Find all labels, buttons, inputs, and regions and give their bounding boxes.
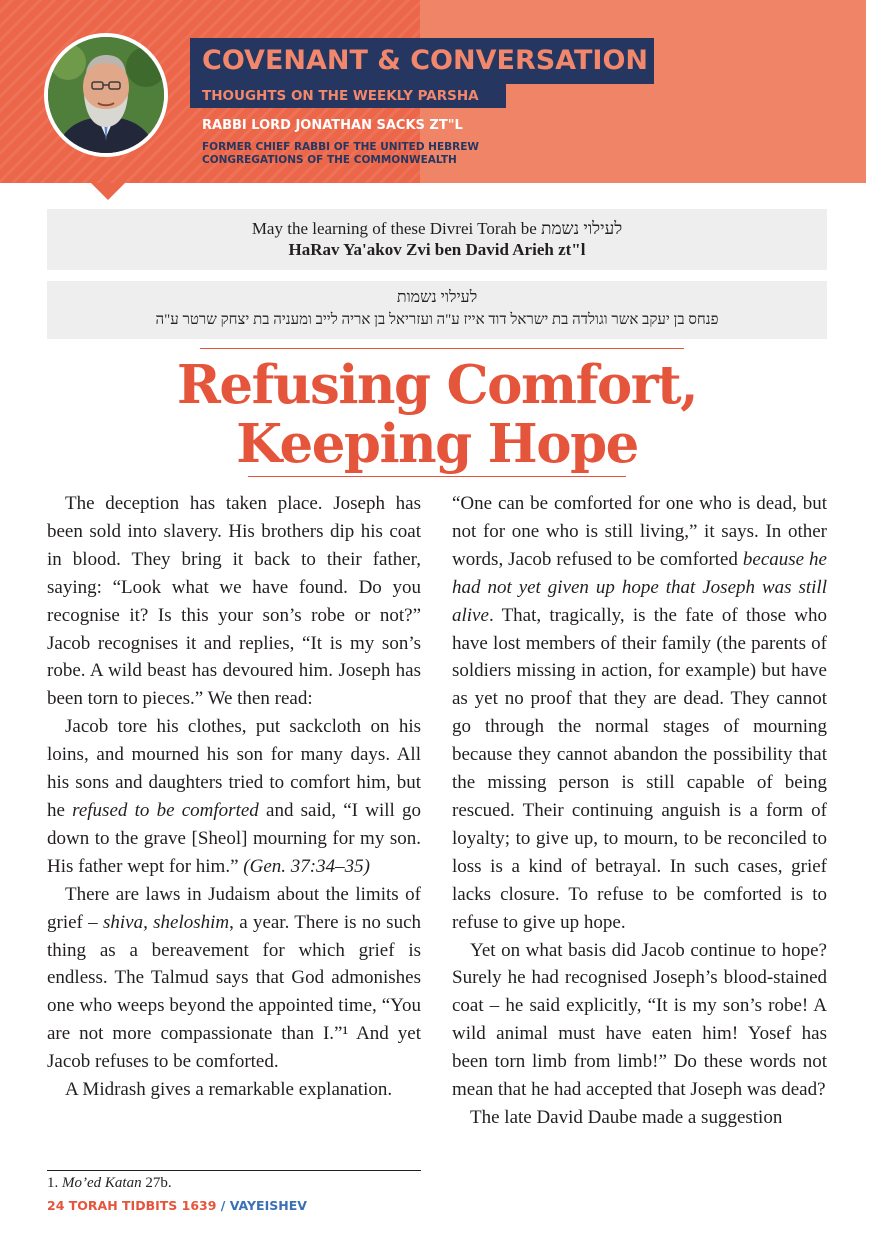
footnote <box>47 1175 172 1192</box>
dedication-hebrew-names: פנחס בן יעקב אשר וגולדה בת ישראל דוד אייז ע"ה ועזריאל בן אריה לייב ומעניה בת יצחק שרטר ע"ה <box>155 312 719 328</box>
footer-parsha: VAYEISHEV <box>229 1198 307 1213</box>
footnote-number: 1. <box>47 1175 62 1191</box>
paragraph <box>452 1104 827 1132</box>
series-title: COVENANT & CONVERSATION <box>190 38 654 84</box>
paragraph-text: and said, “I will go down to the grave [Sheol] mourning for my son. His father wept for him.” <box>47 799 421 877</box>
paragraph-text: The deception has taken place. Joseph has been sold into slavery. His brothers dip his coat in blood. They bring it back to their father, saying: “Look what we have found. Do you recognise it? Is this your son’s robe or not?” Jacob recognises it and replies, “It is my son’s robe. A wild beast has devoured him. Joseph has been torn to pieces.” We then read: <box>47 493 421 710</box>
footer-separator: / <box>216 1198 230 1213</box>
article-title-line2: Keeping Hope <box>236 413 638 475</box>
series-subtitle: THOUGHTS ON THE WEEKLY PARSHA <box>190 84 506 108</box>
paragraph-text: , a year. There is no such thing as a bereavement for which grief is endless. The Talmud says that God admonishes one who weeps beyond the appointed time, “You are not more compassionate than I.”¹ And yet Jacob refuses to be comforted. <box>47 911 422 1073</box>
citation: (Gen. 37:34–35) <box>243 855 370 877</box>
footnote-rule <box>47 1170 421 1171</box>
title-rule-bottom <box>248 476 626 477</box>
page-footer <box>47 1198 307 1213</box>
article-column-left <box>47 490 421 1104</box>
dedication-hebrew-heading: לעילוי נשמות <box>396 289 478 306</box>
article-title-line1: Refusing Comfort, <box>176 354 698 416</box>
paragraph <box>47 713 421 880</box>
dedication-box-primary <box>47 209 827 270</box>
paragraph <box>47 1076 421 1104</box>
emphasis: refused to be comforted <box>72 799 259 821</box>
paragraph <box>47 490 421 713</box>
author-name: RABBI LORD JONATHAN SACKS ZT"L <box>202 118 463 133</box>
article-title <box>0 356 874 474</box>
paragraph-text: Jacob tore his clothes, put sackcloth on his loins, and mourned his son for many days. All his sons and daughters tried to comfort him, but he <box>47 716 421 821</box>
author-role <box>202 141 479 167</box>
paragraph <box>452 490 827 937</box>
footnote-source: Mo’ed Katan <box>62 1175 142 1191</box>
paragraph-text: Yet on what basis did Jacob continue to hope? Surely he had recognised Joseph’s blood-stained coat – he said explicitly, “It is my son’s robe! A wild animal must have eaten him! Yosef has been torn limb from limb!” Do these words not mean that he had accepted that Joseph was dead? <box>452 939 827 1101</box>
dedication-line-1: May the learning of these Divrei Torah be לעילוי נשמת <box>251 219 623 238</box>
author-role-line1: FORMER CHIEF RABBI OF THE UNITED HEBREW <box>202 141 479 153</box>
emphasis: because he had not yet given up hope that Joseph was still alive <box>452 548 827 626</box>
title-rule-top <box>200 348 684 349</box>
paragraph-text: There are laws in Judaism about the limits of grief – <box>47 883 421 933</box>
article-column-right <box>452 490 827 1132</box>
author-photo <box>44 33 168 157</box>
paragraph-text: A Midrash gives a remarkable explanation. <box>65 1079 393 1101</box>
footer-publication: 24 TORAH TIDBITS 1639 <box>47 1198 217 1213</box>
emphasis: shiva, sheloshim <box>102 911 230 933</box>
paragraph-text: “One can be comforted for one who is dead, but not for one who is still living,” it says. In other words, Jacob refused to be comforted <box>452 493 827 570</box>
footnote-page: 27b. <box>141 1175 172 1191</box>
dedication-box-secondary <box>47 281 827 339</box>
author-role-line2: CONGREGATIONS OF THE COMMONWEALTH <box>202 154 457 166</box>
paragraph <box>452 937 827 1104</box>
dedication-line-2: HaRav Ya'akov Zvi ben David Arieh zt"l <box>288 240 586 259</box>
header-pointer <box>91 183 125 200</box>
paragraph <box>47 881 421 1076</box>
paragraph-text: . That, tragically, is the fate of those who have lost members of their family (the parents of soldiers missing in action, for example) but have as yet no proof that they are dead. They cannot go through the normal stages of mourning because they cannot abandon the possibility that the missing person is still capable of being rescued. Their continuing anguish is a form of loyalty; to give up, to mourn, to be reconciled to loss is a kind of betrayal. In such cases, grief lacks closure. To refuse to be comforted is to refuse to give up hope. <box>452 604 827 933</box>
paragraph-text: The late David Daube made a suggestion <box>470 1106 783 1128</box>
